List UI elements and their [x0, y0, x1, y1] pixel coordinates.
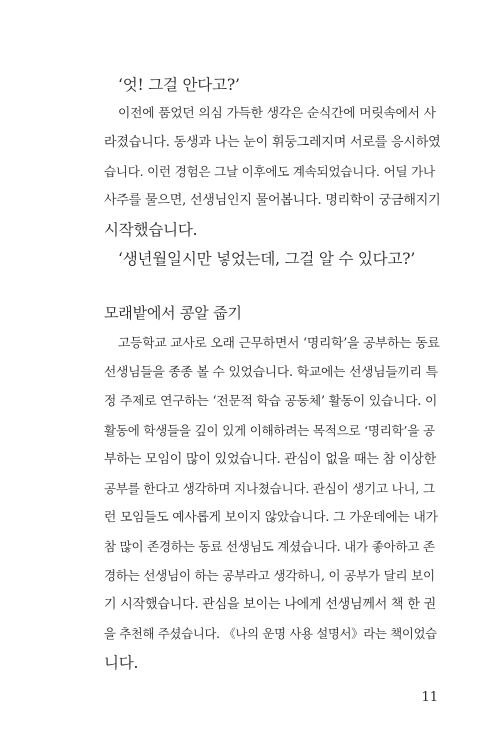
paragraph-line: 기 시작했습니다. 관심을 보이는 나에게 선생님께서 책 한 권	[104, 597, 436, 612]
paragraph-line: 고등학교 교사로 오래 근무하면서 ‘명리학’을 공부하는 동료	[118, 336, 440, 351]
page-number: 11	[421, 690, 438, 705]
paragraph-line: 을 추천해 주셨습니다. 《나의 운명 사용 설명서》라는 책이었습	[104, 627, 437, 641]
paragraph-line: 시작했습니다.	[104, 221, 198, 239]
paragraph-line: 습니다. 이런 경험은 그날 이후에도 계속되었습니다. 어딜 가나	[104, 164, 435, 179]
paragraph-line: 런 모임들도 예사롭게 보이지 않았습니다. 그 가운데에는 내가	[104, 510, 438, 525]
paragraph-line: 선생님들을 종종 볼 수 있었습니다. 학교에는 선생님들끼리 특	[104, 365, 438, 380]
paragraph-line: 니다.	[104, 654, 139, 672]
dialogue-line: ‘생년월일시만 넣었는데, 그걸 알 수 있다고?’	[118, 250, 416, 268]
paragraph-line: 이전에 품었던 의심 가득한 생각은 순식간에 머릿속에서 사	[118, 106, 436, 121]
paragraph-line: 부하는 모임이 많이 있었습니다. 관심이 없을 때는 참 이상한	[104, 452, 436, 467]
paragraph-line: 경하는 선생님이 하는 공부라고 생각하니, 이 공부가 달리 보이	[104, 568, 435, 583]
paragraph-line: 활동에 학생들을 깊이 있게 이해하려는 목적으로 ‘명리학’을 공	[104, 423, 435, 438]
paragraph-line: 공부를 한다고 생각하며 지나쳤습니다. 관심이 생기고 나니, 그	[104, 481, 435, 496]
section-heading: 모래밭에서 콩알 줍기	[104, 304, 242, 322]
paragraph-line: 사주를 물으면, 선생님인지 물어봅니다. 명리학이 궁금해지기	[104, 193, 441, 208]
dialogue-line: ‘엇! 그걸 안다고?’	[118, 76, 240, 94]
paragraph-line: 라졌습니다. 동생과 나는 눈이 휘둥그레지며 서로를 응시하였	[104, 135, 441, 150]
paragraph-line: 정 주제로 연구하는 ‘전문적 학습 공동체’ 활동이 있습니다. 이	[104, 394, 438, 409]
paragraph-line: 참 많이 존경하는 동료 선생님도 계셨습니다. 내가 좋아하고 존	[104, 539, 435, 554]
